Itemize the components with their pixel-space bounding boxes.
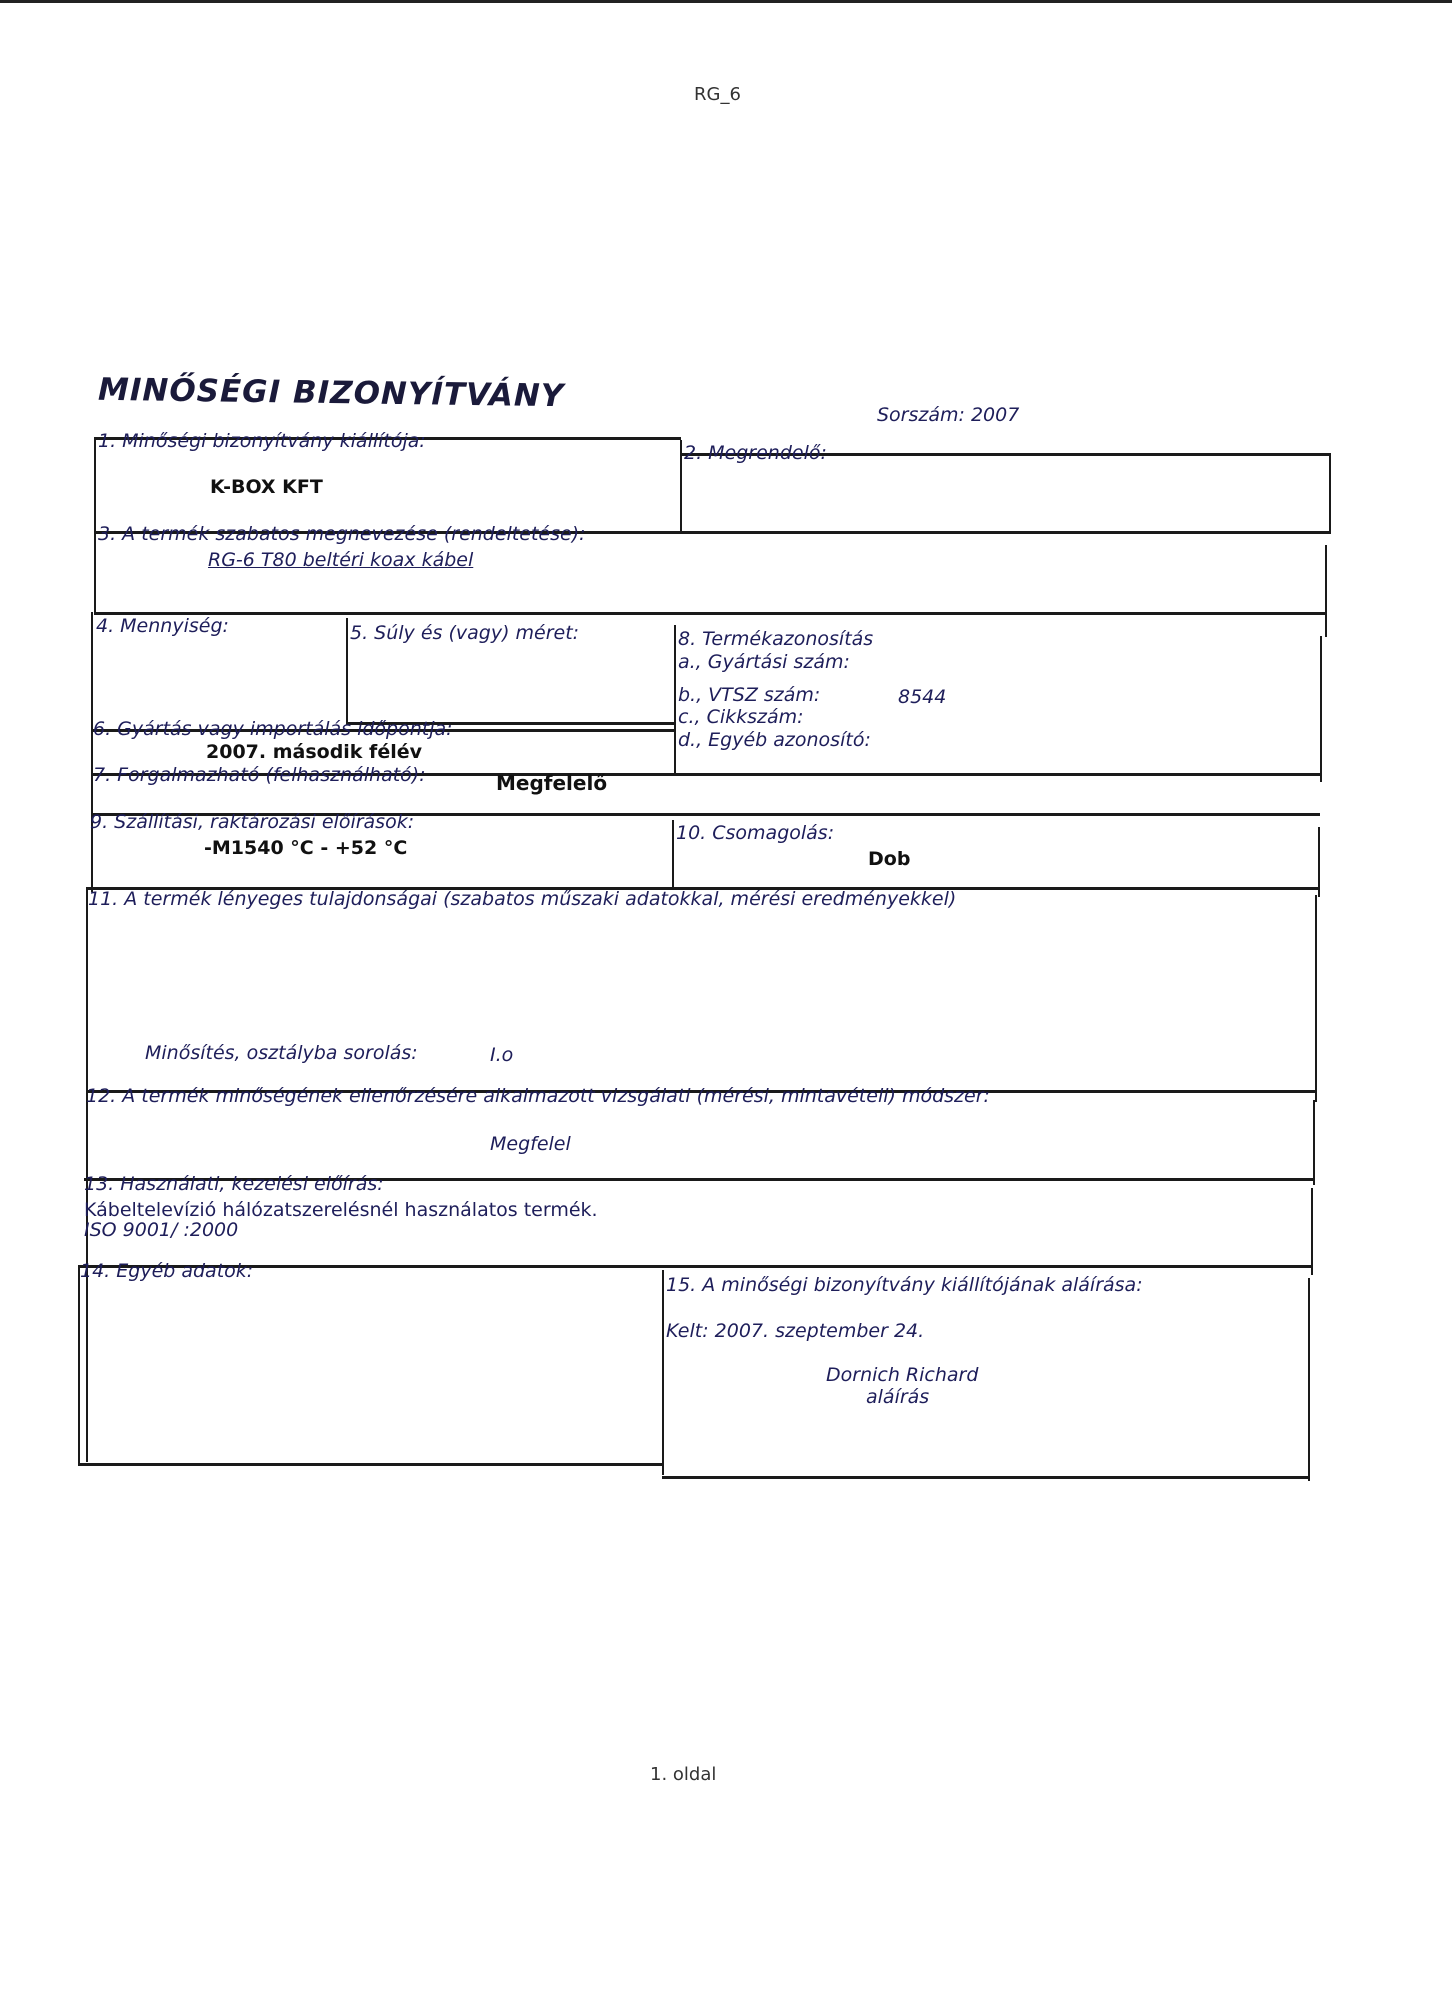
field-10-value: Dob xyxy=(868,848,911,870)
rule xyxy=(674,625,676,773)
field-10-label: 10. Csomagolás: xyxy=(676,822,835,844)
field-14-label: 14. Egyéb adatok: xyxy=(80,1260,254,1282)
field-2-label: 2. Megrendelő: xyxy=(684,442,827,464)
field-15-sign: aláírás xyxy=(866,1386,930,1408)
field-6-label: 6. Gyártás vagy importálás időpontja: xyxy=(93,718,453,740)
field-1-label: 1. Minőségi bizonyítvány kiállítója: xyxy=(98,430,426,452)
document-code: RG_6 xyxy=(694,84,741,105)
rule xyxy=(662,1270,664,1475)
field-3-value: RG-6 T80 beltéri koax kábel xyxy=(208,549,474,571)
page-title: MINŐSÉGI BIZONYÍTVÁNY xyxy=(97,371,565,415)
rule xyxy=(91,612,93,892)
field-15-name: Dornich Richard xyxy=(826,1364,979,1386)
field-1-value: K-BOX KFT xyxy=(210,476,323,498)
page-number: 1. oldal xyxy=(650,1764,717,1785)
field-8-c: c., Cikkszám: xyxy=(678,706,804,728)
rule xyxy=(1308,1278,1310,1481)
field-11-label: 11. A termék lényeges tulajdonságai (szabatos műszaki adatokkal, mérési eredményekkel) xyxy=(88,888,957,910)
serial-number: Sorszám: 2007 xyxy=(877,404,1020,426)
field-8-a: a., Gyártási szám: xyxy=(678,651,850,673)
field-7-label: 7. Forgalmazható (felhasználható): xyxy=(93,764,426,786)
field-13-line1: Kábeltelevízió hálózatszerelésnél használatos termék. xyxy=(84,1199,598,1221)
field-7-value: Megfelelő xyxy=(496,771,608,795)
field-15-label: 15. A minőségi bizonyítvány kiállítójának aláírása: xyxy=(666,1274,1143,1296)
field-8-d: d., Egyéb azonosító: xyxy=(678,729,871,751)
field-9-label: 9. Szállítási, raktározási előírások: xyxy=(90,811,415,833)
field-8-label: 8. Termékazonosítás xyxy=(678,628,874,650)
rule xyxy=(346,618,348,724)
field-12-label: 12. A termék minőségének ellenőrzésére alkalmazott vizsgálati (mérési, mintavételi) módszer: xyxy=(86,1085,990,1107)
field-3-label: 3. A termék szabatos megnevezése (rendeltetése): xyxy=(98,523,586,545)
field-11-class-value: I.o xyxy=(490,1044,514,1066)
rule xyxy=(1329,453,1331,533)
field-5-label: 5. Súly és (vagy) méret: xyxy=(350,622,580,644)
rule xyxy=(94,612,1327,615)
rule xyxy=(672,820,674,890)
field-8-b: b., VTSZ szám: xyxy=(678,684,821,706)
rule xyxy=(78,1463,662,1466)
rule xyxy=(1313,1100,1315,1185)
rule xyxy=(1318,827,1320,897)
field-12-value: Megfelel xyxy=(490,1133,571,1155)
rule xyxy=(1325,545,1327,637)
rule xyxy=(80,1265,1312,1268)
rule xyxy=(1315,895,1317,1102)
rule xyxy=(662,1476,1310,1479)
field-9-value: -M1540 °C - +52 °C xyxy=(204,837,408,859)
rule xyxy=(1320,636,1322,782)
field-13-label: 13. Használati, kezelési előírás: xyxy=(84,1173,384,1195)
field-11-class-label: Minősítés, osztályba sorolás: xyxy=(145,1042,418,1064)
rule xyxy=(78,1265,80,1465)
page-top-border xyxy=(0,0,1452,3)
field-8-b-value: 8544 xyxy=(898,686,947,708)
field-15-date: Kelt: 2007. szeptember 24. xyxy=(666,1320,925,1342)
field-6-value: 2007. második félév xyxy=(206,741,422,763)
rule xyxy=(680,440,682,532)
rule xyxy=(94,437,96,612)
rule xyxy=(1311,1188,1313,1275)
field-13-line2: ISO 9001/ :2000 xyxy=(84,1219,239,1241)
field-4-label: 4. Mennyiség: xyxy=(96,615,229,637)
